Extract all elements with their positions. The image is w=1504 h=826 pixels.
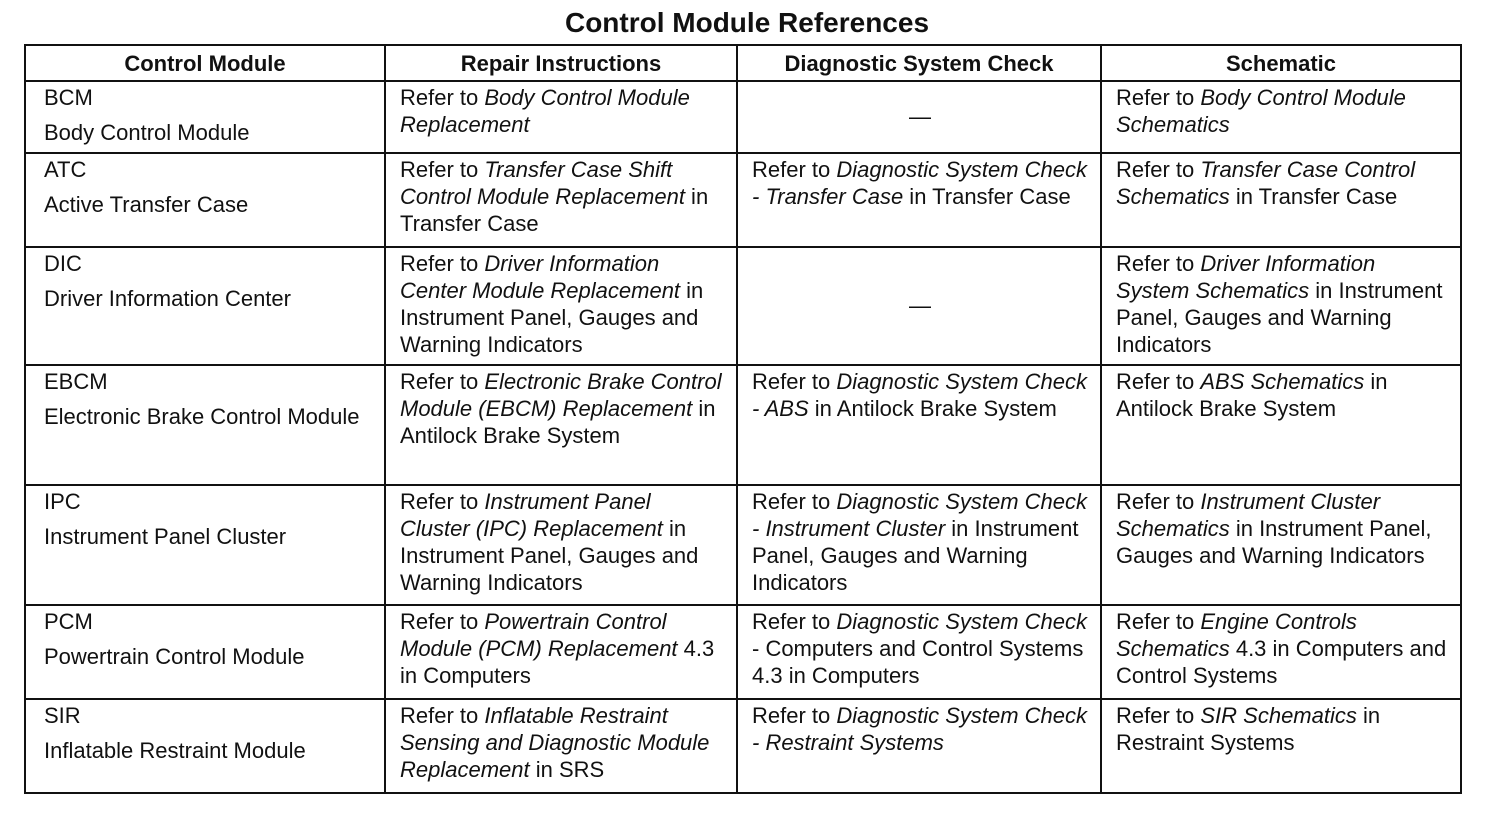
reference-location: in Transfer Case	[903, 184, 1071, 209]
reference-title: Electronic Brake Control Module (EBCM) Replacement	[400, 369, 722, 421]
reference-location: in SRS	[529, 757, 605, 782]
schematic-cell	[1101, 81, 1461, 153]
table-row	[25, 365, 1461, 485]
module-cell	[25, 365, 385, 485]
reference-prefix: Refer to	[400, 703, 485, 728]
diagnostic-check-cell	[737, 485, 1101, 605]
repair-instructions-cell	[385, 365, 737, 485]
reference-location: in Antilock Brake System	[808, 396, 1057, 421]
reference-prefix: Refer to	[400, 85, 485, 110]
reference-title: Driver Information System Schematics	[1116, 251, 1376, 303]
table-row	[25, 153, 1461, 247]
table-row	[25, 605, 1461, 699]
schematic-cell	[1101, 153, 1461, 247]
header-control-module: Control Module	[25, 45, 385, 81]
reference-location: - Computers and Control Systems 4.3 in Computers	[752, 636, 1084, 688]
repair-instructions-cell	[385, 485, 737, 605]
module-abbreviation: EBCM	[44, 369, 108, 394]
reference-prefix: Refer to	[400, 251, 485, 276]
module-abbreviation: PCM	[44, 609, 93, 634]
diagnostic-check-cell	[737, 247, 1101, 365]
page-title: Control Module References	[564, 7, 930, 38]
reference-location: in Instrument Panel, Gauges and Warning Indicators	[1116, 516, 1432, 568]
diagnostic-check-cell	[737, 605, 1101, 699]
repair-instructions-cell	[385, 605, 737, 699]
module-abbreviation: ATC	[44, 157, 87, 182]
diagnostic-check-cell	[737, 153, 1101, 247]
schematic-cell	[1101, 365, 1461, 485]
reference-prefix: Refer to	[1116, 609, 1201, 634]
table-header-row	[25, 45, 1461, 81]
module-name: Powertrain Control Module	[44, 644, 305, 669]
reference-location: 4.3 in Computers	[400, 636, 715, 688]
reference-prefix: Refer to	[752, 369, 837, 394]
reference-prefix: Refer to	[1116, 489, 1201, 514]
module-cell	[25, 81, 385, 153]
reference-title: Diagnostic System Check - Restraint Systems	[752, 703, 1088, 755]
module-name: Inflatable Restraint Module	[44, 738, 306, 763]
diagnostic-check-cell	[737, 365, 1101, 485]
control-module-table	[24, 44, 1462, 794]
reference-location: in Transfer Case	[1229, 184, 1398, 209]
reference-prefix: Refer to	[400, 369, 485, 394]
module-name: Body Control Module	[44, 120, 250, 145]
reference-title: Driver Information Center Module Replacement	[400, 251, 681, 303]
reference-prefix: Refer to	[1116, 157, 1201, 182]
module-abbreviation: SIR	[44, 703, 81, 728]
module-name: Driver Information Center	[44, 286, 291, 311]
reference-title: Transfer Case Shift Control Module Replacement	[400, 157, 685, 209]
module-cell	[25, 247, 385, 365]
reference-location: 4.3 in Computers and Control Systems	[1116, 636, 1447, 688]
header-schematic: Schematic	[1101, 45, 1461, 81]
table-row	[25, 485, 1461, 605]
module-name: Electronic Brake Control Module	[44, 404, 360, 429]
schematic-cell	[1101, 247, 1461, 365]
reference-title: Body Control Module Schematics	[1116, 85, 1406, 137]
module-name: Active Transfer Case	[44, 192, 249, 217]
module-abbreviation: DIC	[44, 251, 82, 276]
schematic-cell	[1101, 605, 1461, 699]
reference-title: ABS Schematics	[1200, 369, 1365, 394]
module-cell	[25, 699, 385, 793]
reference-location: in Instrument Panel, Gauges and Warning Indicators	[752, 516, 1079, 595]
reference-location: in Restraint Systems	[1116, 703, 1381, 755]
reference-title: Transfer Case Control Schematics	[1116, 157, 1416, 209]
module-name: Instrument Panel Cluster	[44, 524, 287, 549]
empty-dash: —	[909, 103, 931, 129]
module-cell	[25, 485, 385, 605]
repair-instructions-cell	[385, 153, 737, 247]
reference-prefix: Refer to	[752, 489, 837, 514]
reference-location: in Instrument Panel, Gauges and Warning Indicators	[400, 516, 699, 595]
reference-title: Diagnostic System Check - ABS	[752, 369, 1088, 421]
schematic-cell	[1101, 485, 1461, 605]
reference-prefix: Refer to	[752, 703, 837, 728]
table-row	[25, 247, 1461, 365]
module-abbreviation: IPC	[44, 489, 81, 514]
reference-prefix: Refer to	[1116, 251, 1201, 276]
repair-instructions-cell	[385, 81, 737, 153]
header-diagnostic-system-check: Diagnostic System Check	[737, 45, 1101, 81]
reference-prefix: Refer to	[400, 489, 485, 514]
reference-location: in Instrument Panel, Gauges and Warning Indicators	[400, 278, 704, 357]
reference-location: in Instrument Panel, Gauges and Warning Indicators	[1116, 278, 1443, 357]
reference-location: in Transfer Case	[400, 184, 709, 236]
reference-title: Instrument Panel Cluster (IPC) Replacement	[400, 489, 663, 541]
reference-title: SIR Schematics	[1200, 703, 1357, 728]
module-cell	[25, 153, 385, 247]
reference-prefix: Refer to	[1116, 703, 1201, 728]
reference-title: Body Control Module Replacement	[400, 85, 690, 137]
reference-location: in Antilock Brake System	[1116, 369, 1388, 421]
module-cell	[25, 605, 385, 699]
reference-prefix: Refer to	[1116, 85, 1201, 110]
table-row	[25, 81, 1461, 153]
reference-title: Instrument Cluster Schematics	[1116, 489, 1381, 541]
repair-instructions-cell	[385, 247, 737, 365]
reference-title: Diagnostic System Check	[836, 609, 1088, 634]
reference-prefix: Refer to	[1116, 369, 1201, 394]
reference-title: Diagnostic System Check - Instrument Cluster	[752, 489, 1088, 541]
reference-prefix: Refer to	[752, 157, 837, 182]
reference-title: Powertrain Control Module (PCM) Replacement	[400, 609, 678, 661]
module-abbreviation: BCM	[44, 85, 93, 110]
empty-dash: —	[909, 292, 931, 318]
reference-title: Inflatable Restraint Sensing and Diagnostic Module Replacement	[400, 703, 710, 782]
reference-prefix: Refer to	[400, 157, 485, 182]
header-repair-instructions: Repair Instructions	[385, 45, 737, 81]
reference-location: in Antilock Brake System	[400, 396, 716, 448]
reference-prefix: Refer to	[400, 609, 485, 634]
repair-instructions-cell	[385, 699, 737, 793]
diagnostic-check-cell	[737, 81, 1101, 153]
table-row	[25, 699, 1461, 793]
schematic-cell	[1101, 699, 1461, 793]
reference-prefix: Refer to	[752, 609, 837, 634]
reference-title: Engine Controls Schematics	[1116, 609, 1357, 661]
diagnostic-check-cell	[737, 699, 1101, 793]
reference-title: Diagnostic System Check - Transfer Case	[752, 157, 1088, 209]
